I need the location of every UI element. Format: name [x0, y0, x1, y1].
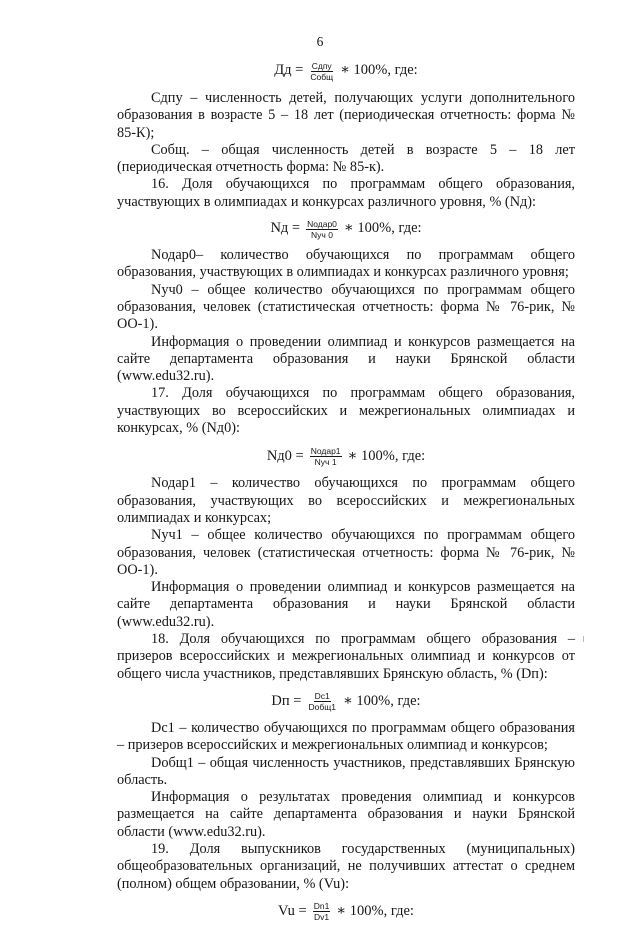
- info-paragraph-2: Информация о проведении олимпиад и конкурсов размещается на сайте департамента образования и науки Брянской области (www.edu32.ru).: [117, 579, 575, 630]
- formula-lhs: Nд =: [270, 220, 301, 237]
- formula-rhs: ∗ 100%, где:: [342, 692, 421, 709]
- definition-dobshch1: Dобщ1 – общая численность участников, представлявших Брянскую область.: [117, 754, 575, 788]
- denominator: Nуч 0: [311, 229, 333, 240]
- formula-dp: [117, 683, 575, 720]
- definition-nodar1: Nодар1 – количество обучающихся по программам общего образования, участвующих во всероссийских и межрегиональных олимпиадах и конкурсах;: [117, 475, 575, 526]
- formula-lhs: Dп =: [271, 692, 302, 709]
- item-17: 17. Доля обучающихся по программам общего образования, участвующих во всероссийских и межрегиональных олимпиадах и конкурсах, % (Nд0):: [117, 385, 575, 437]
- item-18: 18. Доля обучающихся по программам общего образования – призеров всероссийских и межрегиональных олимпиад и конкурсов от общего числа участников, представлявших Брянскую область, % (Dп):: [117, 631, 575, 682]
- denominator: Nуч 1: [314, 456, 337, 467]
- definition-nuch1: Nуч1 – общее количество обучающихся по программам общего образования, человек (статистическая отчетность: форма № 76-рик, № ОО-1).: [117, 527, 575, 578]
- numerator: Nодар1: [310, 445, 341, 456]
- denominator: Dобщ1: [308, 701, 336, 712]
- fraction: [310, 446, 342, 467]
- numerator: Nодар0: [307, 218, 337, 229]
- formula-lhs: Nд0 =: [266, 447, 304, 464]
- fraction: [313, 901, 331, 922]
- definition-nuch0: Nуч0 – общее количество обучающихся по программам общего образования, человек (статистическая отчетность: форма № 76-рик, № ОО-1).: [117, 281, 575, 333]
- item-19: 19. Доля выпускников государственных (муниципальных) общеобразовательных организаций, не получивших аттестат о среднем (полном) общем образовании, % (Vu):: [117, 840, 575, 892]
- definition-dc1: Dс1 – количество обучающихся по программам общего образования – призеров всероссийских и межрегиональных олимпиад и конкурсов;: [117, 719, 575, 754]
- numerator: Dс1: [314, 690, 330, 701]
- formula-vu: [117, 893, 575, 930]
- formula-lhs: Дд =: [274, 62, 304, 79]
- info-paragraph-3: Информация о результатах проведения олимпиад и конкурсов размещается на сайте департамента образования и науки Брянской области (www.edu32.ru).: [117, 789, 575, 840]
- formula-nd0: [117, 437, 575, 475]
- definition-nodar0: Nодар0– количество обучающихся по программам общего образования, участвующих в олимпиадах и конкурсах различного уровня;: [117, 247, 575, 281]
- formula-dd: [117, 52, 575, 90]
- denominator: Собщ: [310, 71, 334, 82]
- formula-rhs: ∗ 100%, где:: [336, 902, 414, 919]
- fraction: [309, 61, 334, 82]
- denominator: Dv1: [313, 911, 330, 922]
- formula-rhs: ∗ 100%, где:: [340, 62, 418, 79]
- formula-rhs: ∗ 100%, где:: [343, 220, 422, 237]
- margin-mark: [583, 636, 584, 642]
- page-number: 6: [316, 34, 324, 49]
- item-16: 16. Доля обучающихся по программам общего образования, участвующих в олимпиадах и конкурсах различного уровня, % (Nд):: [117, 176, 575, 210]
- info-paragraph-1: Информация о проведении олимпиад и конкурсов размещается на сайте департамента образования и науки Брянской области (www.edu32.ru).: [117, 333, 575, 385]
- formula-lhs: Vu =: [278, 902, 307, 919]
- definition-sobshch: Собщ. – общая численность детей в возрасте 5 – 18 лет (периодическая отчетность форма: № 85-к).: [117, 141, 575, 176]
- formula-rhs: ∗ 100%, где:: [347, 447, 426, 464]
- document-body: [117, 52, 575, 930]
- fraction: [306, 219, 338, 240]
- definition-sdpu: Сдпу – численность детей, получающих услуги дополнительного образования в возрасте 5 – 18 лет (периодическая отчетность: форма № 85-К);: [117, 90, 575, 141]
- numerator: Dn1: [313, 900, 330, 911]
- fraction: [307, 691, 336, 712]
- numerator: Сдпу: [311, 60, 332, 71]
- formula-nd: [117, 211, 575, 247]
